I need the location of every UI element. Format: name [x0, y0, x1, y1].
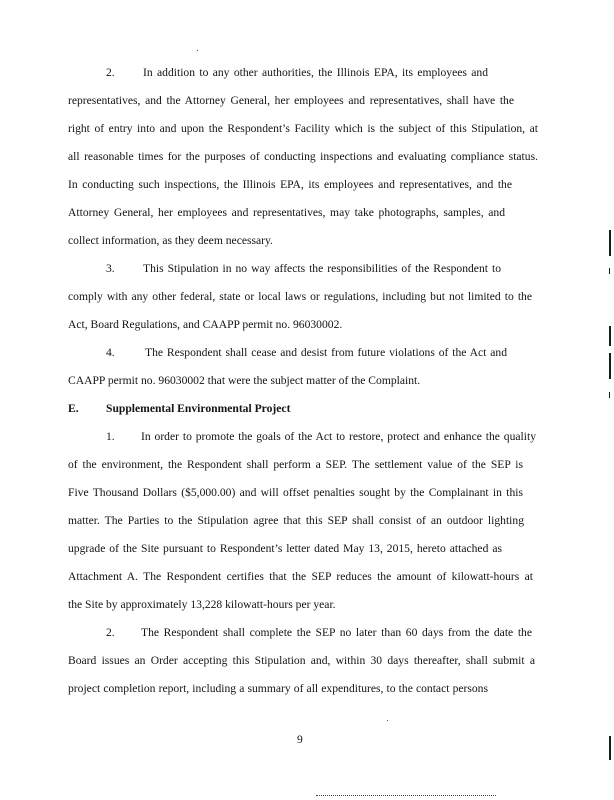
paragraph-number: 2. [106, 66, 115, 79]
scan-edge-mark [609, 392, 610, 398]
scan-speck [387, 720, 388, 721]
paragraph-line: right of entry into and upon the Respondent’s Facility which is the subject of this Stipulation, at [68, 122, 538, 135]
scan-bottom-line [316, 795, 496, 797]
paragraph-line: Five Thousand Dollars ($5,000.00) and will offset penalties sought by the Complainant in this [68, 486, 523, 499]
page-number: 9 [297, 733, 303, 746]
paragraph-line: In conducting such inspections, the Illinois EPA, its employees and representatives, and the [68, 178, 512, 191]
scan-edge-mark [609, 230, 611, 256]
paragraph-line: The Respondent shall complete the SEP no later than 60 days from the date the [141, 626, 532, 639]
paragraph-line: Attorney General, her employees and representatives, may take photographs, samples, and [68, 206, 505, 219]
paragraph-line: matter. The Parties to the Stipulation agree that this SEP shall consist of an outdoor lighting [68, 514, 524, 527]
paragraph-line: all reasonable times for the purposes of conducting inspections and evaluating compliance status. [68, 150, 538, 163]
paragraph-line: CAAPP permit no. 96030002 that were the subject matter of the Complaint. [68, 374, 421, 387]
paragraph-line: Act, Board Regulations, and CAAPP permit no. 96030002. [68, 318, 343, 331]
paragraph-line: of the environment, the Respondent shall perform a SEP. The settlement value of the SEP is [68, 458, 523, 471]
paragraph-line: In order to promote the goals of the Act to restore, protect and enhance the quality [141, 430, 536, 443]
paragraph-number: 2. [106, 626, 115, 639]
scan-speck [197, 50, 198, 51]
scan-edge-mark [609, 736, 611, 760]
paragraph-line: This Stipulation in no way affects the responsibilities of the Respondent to [143, 262, 501, 275]
scan-edge-mark [609, 353, 611, 379]
paragraph-number: 4. [106, 346, 115, 359]
paragraph-line: representatives, and the Attorney General, her employees and representatives, shall have the [68, 94, 514, 107]
paragraph-number: 1. [106, 430, 115, 443]
paragraph-number: 3. [106, 262, 115, 275]
paragraph-line: the Site by approximately 13,228 kilowatt-hours per year. [68, 598, 336, 611]
paragraph-line: comply with any other federal, state or local laws or regulations, including but not limited to the [68, 290, 532, 303]
paragraph-line: Board issues an Order accepting this Stipulation and, within 30 days thereafter, shall submit a [68, 654, 535, 667]
scan-edge-mark [609, 268, 610, 274]
section-letter: E. [68, 402, 79, 415]
paragraph-line: The Respondent shall cease and desist from future violations of the Act and [145, 346, 507, 359]
paragraph-line: Attachment A. The Respondent certifies that the SEP reduces the amount of kilowatt-hours at [68, 570, 533, 583]
paragraph-line: collect information, as they deem necessary. [68, 234, 273, 247]
paragraph-line: In addition to any other authorities, the Illinois EPA, its employees and [143, 66, 488, 79]
paragraph-line: upgrade of the Site pursuant to Respondent’s letter dated May 13, 2015, hereto attached as [68, 542, 502, 555]
paragraph-line: project completion report, including a summary of all expenditures, to the contact persons [68, 682, 488, 695]
scan-edge-mark [609, 326, 611, 346]
section-title: Supplemental Environmental Project [106, 402, 291, 415]
